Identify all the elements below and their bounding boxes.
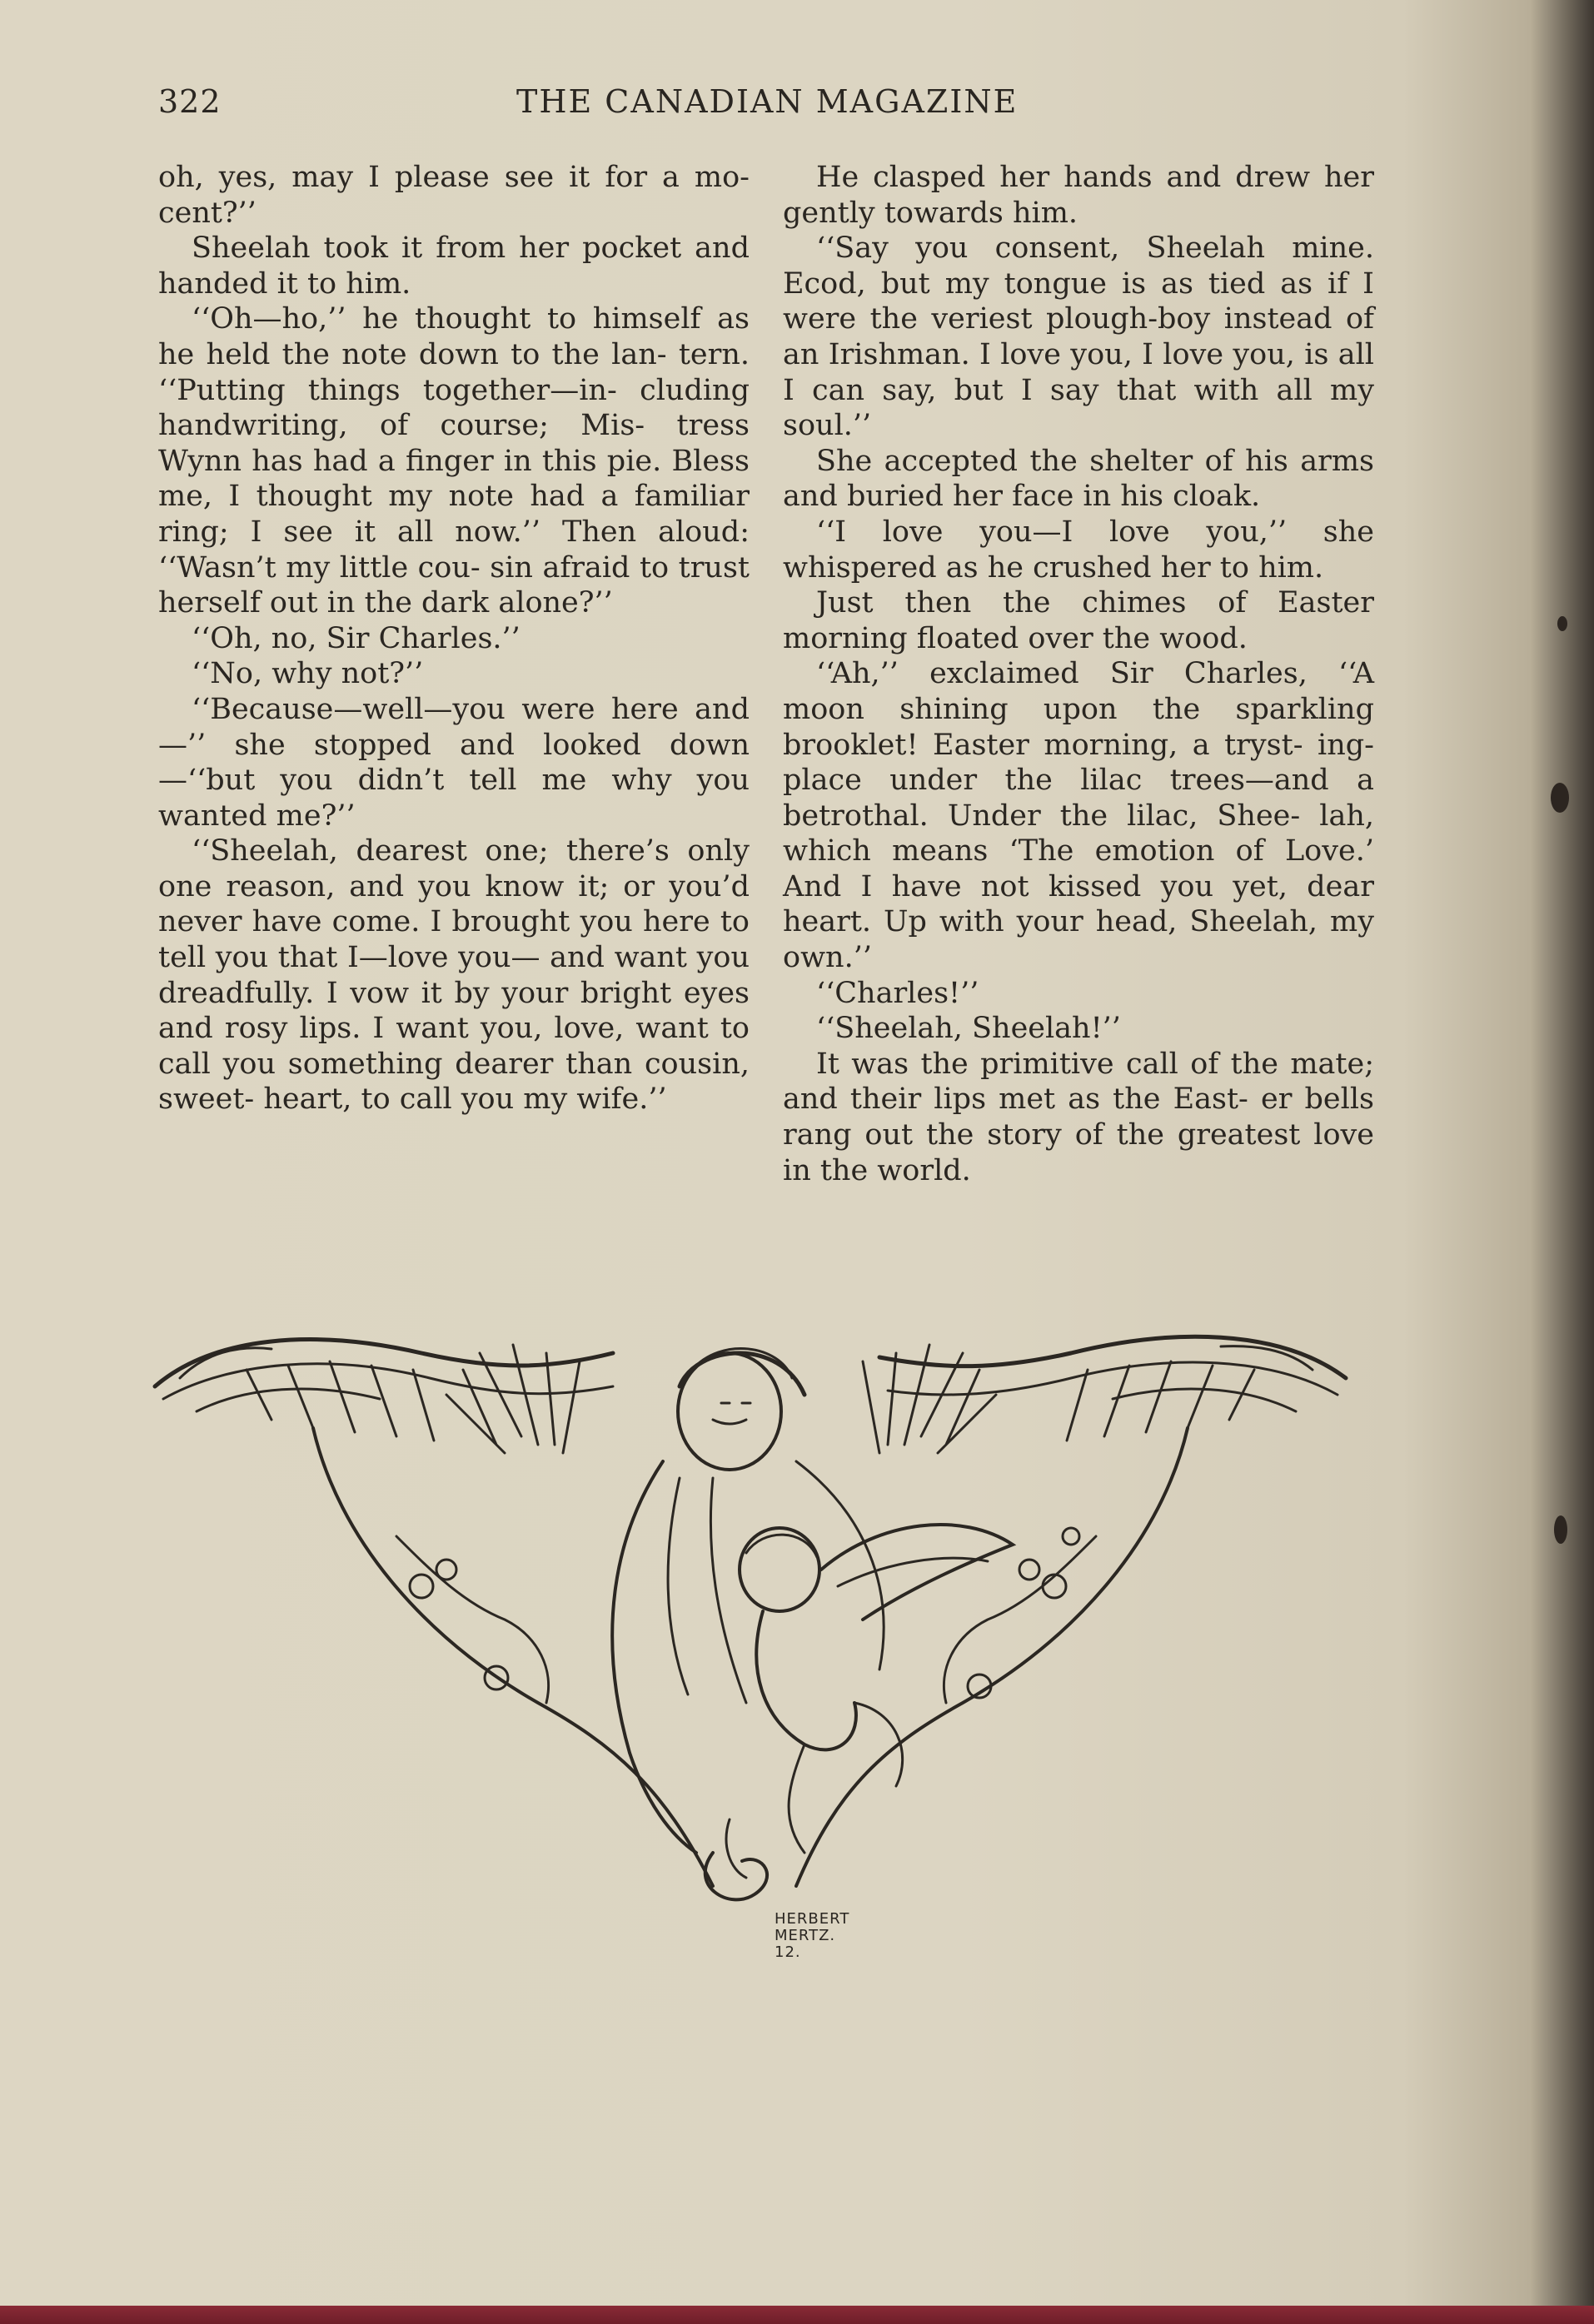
text-column-left [158, 160, 750, 1117]
paragraph: He clasped her hands and drew her gently towards him. [783, 161, 1374, 230]
text-column-right [783, 160, 1374, 1188]
paragraph: ‘‘I love you—I love you,’’ she whispered as he crushed her to him. [783, 515, 1374, 585]
signature-line: 12. [775, 1943, 801, 1961]
angel-cherub-illustration [147, 1320, 1354, 1919]
margin-ink-mark [1551, 783, 1569, 813]
signature-line: HERBERT [775, 1910, 850, 1928]
page-number: 322 [158, 83, 222, 120]
paragraph: ‘‘Charles!’’ [816, 976, 979, 1010]
paragraph: She accepted the shelter of his arms and buried her face in his cloak. [783, 444, 1374, 514]
paragraph: ‘‘Oh, no, Sir Charles.’’ [192, 621, 521, 655]
margin-ink-mark [1554, 1515, 1567, 1544]
paragraph: ‘‘Ah,’’ exclaimed Sir Charles, ‘‘A moon shining upon the sparkling brooklet! Easter morning, a tryst- ing-place under the lilac trees—and a betrothal. Under the lilac, Shee- lah, which means ‘The emotion of Love.’ And I have not kissed you yet, dear heart. Up with your head, Sheelah, my own.’’ [783, 657, 1374, 975]
journal-title: THE CANADIAN MAGAZINE [516, 83, 1019, 120]
paragraph: Sheelah took it from her pocket and handed it to him. [158, 231, 750, 301]
paragraph: ‘‘Sheelah, Sheelah!’’ [816, 1012, 1121, 1046]
paragraph: It was the primitive call of the mate; and their lips met as the East- er bells rang out the story of the greatest love in the world. [783, 1047, 1374, 1187]
paragraph: ‘‘Sheelah, dearest one; there’s only one reason, and you know it; or you’d never have come. I brought you here to tell you that I—love you— and want you dreadfully. I vow it by your bright eyes and rosy lips. I want you, love, want to call you something dearer than cousin, sweet- heart, to call you my wife.’’ [158, 834, 750, 1117]
signature-line: MERTZ. [775, 1927, 836, 1944]
artist-signature [775, 1911, 866, 1961]
paragraph: ‘‘Oh—ho,’’ he thought to himself as he held the note down to the lan- tern. ‘‘Putting things together—in- cluding handwriting, of course; Mis- tress Wynn has had a finger in this pie. Bless me, I thought my note had a familiar ring; I see it all now.’’ Then aloud: ‘‘Wasn’t my little cou- sin afraid to trust herself out in the dark alone?’’ [158, 302, 750, 620]
paragraph: ‘‘Say you consent, Sheelah mine. Ecod, but my tongue is as tied as if I were the veriest plough-boy instead of an Irishman. I love you, I love you, is all I can say, but I say that with all my soul.’’ [783, 231, 1374, 443]
margin-ink-mark [1557, 616, 1567, 631]
paragraph: ‘‘Because—well—you were here and—’’ she stopped and looked down —‘‘but you didn’t tell me why you wanted me?’’ [158, 692, 750, 833]
paragraph: ‘‘No, why not?’’ [192, 657, 424, 691]
paragraph: oh, yes, may I please see it for a mo- cent?’’ [158, 161, 750, 230]
paragraph: Just then the chimes of Easter morning floated over the wood. [783, 586, 1374, 655]
book-edge [0, 2306, 1594, 2324]
page-header [158, 83, 1374, 133]
